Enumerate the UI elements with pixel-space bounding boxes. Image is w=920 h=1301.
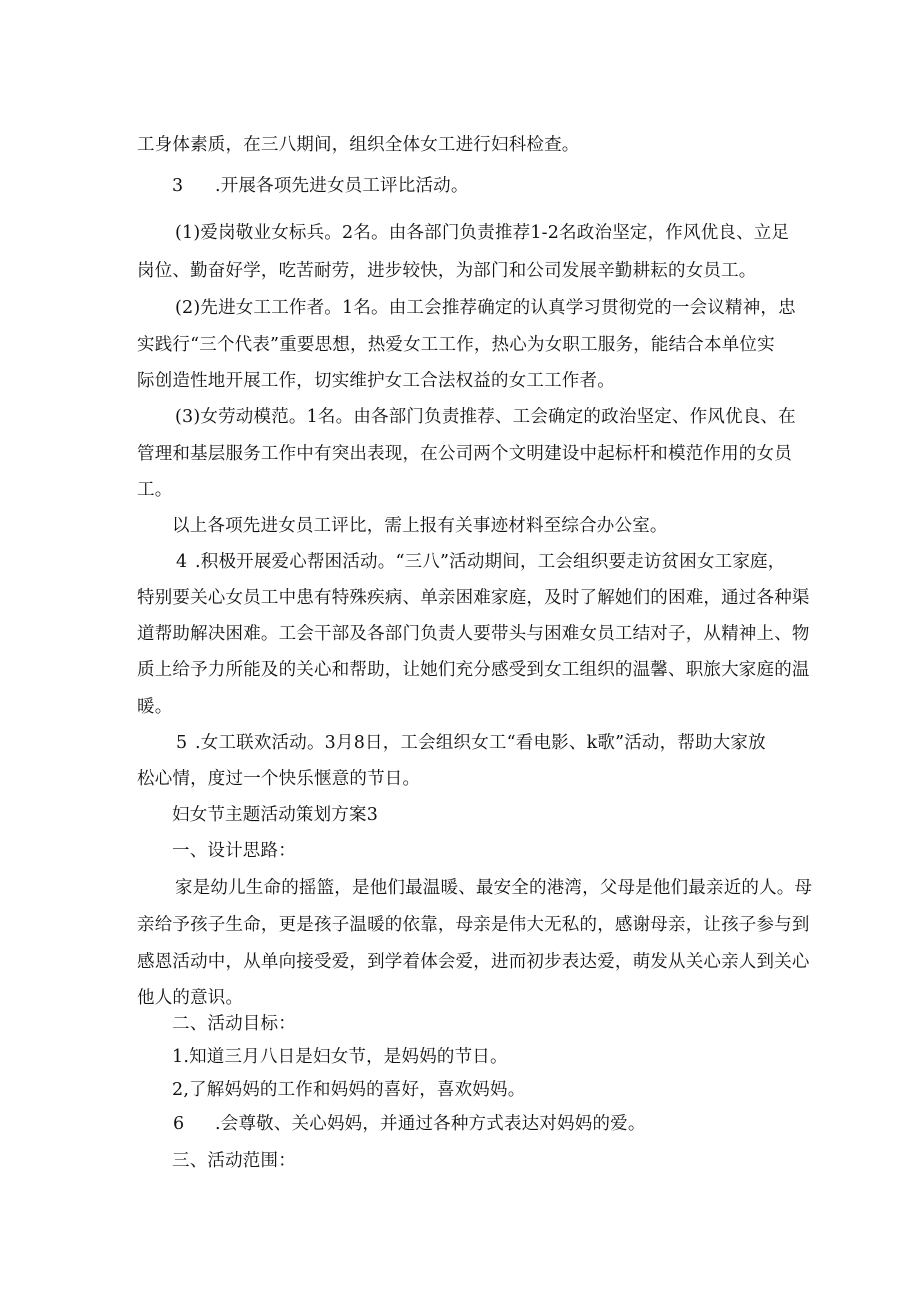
paragraph-line: 亲给予孩子生命，更是孩子温暖的依靠，母亲是伟大无私的，感谢母亲，让孩子参与到	[137, 915, 810, 935]
paragraph-line: 以上各项先进女员工评比，需上报有关事迹材料至综合办公室。	[172, 516, 668, 536]
paragraph-line: 岗位、勤奋好学，吃苦耐劳，进步较快，为部门和公司发展辛勤耕耘的女员工。	[137, 261, 757, 281]
section-title: 妇女节主题活动策划方案3	[172, 805, 379, 825]
list-number: 6	[173, 1114, 185, 1134]
section-heading: 二、活动目标：	[172, 1014, 296, 1034]
list-item: .会尊敬、关心妈妈，并通过各种方式表达对妈妈的爱。	[215, 1114, 646, 1134]
paragraph-line: (1)爱岗敬业女标兵。2名。由各部门负责推荐1-2名政治坚定，作风优良、立足	[175, 223, 790, 243]
paragraph-line: 道帮助解决困难。工会干部及各部门负责人要带头与困难女员工结对子，从精神上、物	[137, 624, 810, 644]
paragraph-line: 工。	[137, 480, 173, 500]
paragraph-line: 他人的意识。	[137, 988, 244, 1008]
paragraph-line: .积极开展爱心帮困活动。“三八”活动期间，工会组织要走访贫困女工家庭，	[195, 552, 786, 572]
paragraph-line: 特别要关心女员工中患有特殊疾病、单亲困难家庭，及时了解她们的困难，通过各种渠	[137, 588, 810, 608]
paragraph-line: (2)先进女工工作者。1名。由工会推荐确定的认真学习贯彻党的一会议精神，忠	[175, 298, 796, 318]
paragraph-line: 工身体素质，在三八期间，组织全体女工进行妇科检查。	[137, 135, 580, 155]
paragraph-line: 暖。	[137, 697, 173, 717]
paragraph-line: 管理和基层服务工作中有突出表现，在公司两个文明建设中起标杆和模范作用的女员	[137, 444, 792, 464]
list-number: 4	[176, 552, 188, 572]
paragraph-line: 感恩活动中，从单向接受爱，到学着体会爱，进而初步表达爱，萌发从关心亲人到关心	[137, 952, 810, 972]
list-item: 1.知道三月八日是妇女节，是妈妈的节日。	[172, 1047, 508, 1067]
list-heading: .开展各项先进女员工评比活动。	[215, 176, 469, 196]
paragraph-line: (3)女劳动模范。1名。由各部门负责推荐、工会确定的政治坚定、作风优良、在	[175, 407, 796, 427]
list-item: 2,了解妈妈的工作和妈妈的喜好，喜欢妈妈。	[172, 1080, 526, 1100]
paragraph-line: 质上给予力所能及的关心和帮助，让她们充分感受到女工组织的温馨、职旅大家庭的温	[137, 660, 810, 680]
section-heading: 一、设计思路：	[172, 841, 296, 861]
paragraph-line: 家是幼儿生命的摇篮，是他们最温暖、最安全的港湾，父母是他们最亲近的人。母	[175, 878, 813, 898]
paragraph-line: 际创造性地开展工作，切实维护女工合法权益的女工工作者。	[137, 371, 615, 391]
list-number: 5	[176, 733, 188, 753]
paragraph-line: .女工联欢活动。3月8日，工会组织女工“看电影、k歌”活动，帮助大家放	[195, 733, 766, 753]
section-heading: 三、活动范围：	[172, 1151, 296, 1171]
paragraph-line: 实践行“三个代表”重要思想，热爱女工工作，热心为女职工服务，能结合本单位实	[137, 335, 775, 355]
list-number: 3	[172, 176, 184, 196]
paragraph-line: 松心情，度过一个快乐惬意的节日。	[137, 769, 421, 789]
